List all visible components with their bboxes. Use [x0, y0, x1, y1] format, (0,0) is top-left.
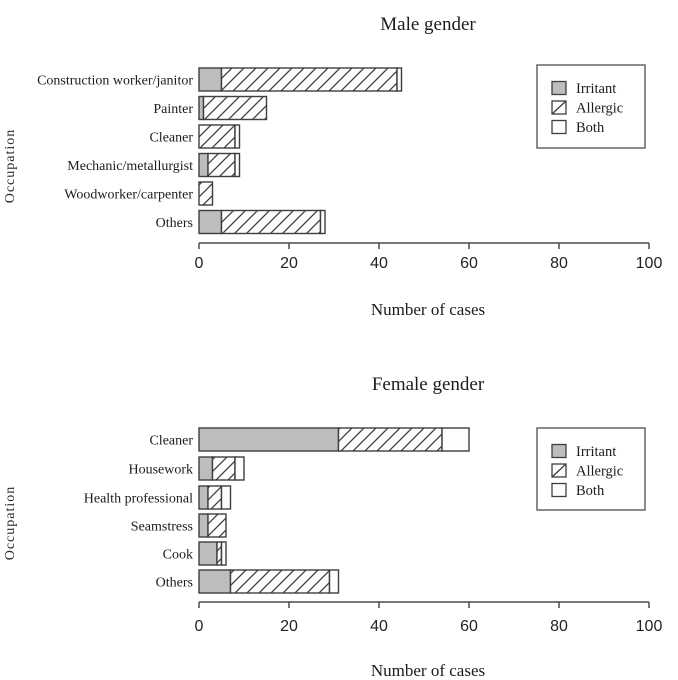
bar-segment-irritant [199, 542, 217, 565]
bar-segment-both [235, 125, 240, 148]
bar-segment-allergic [208, 514, 226, 537]
bar-segment-allergic [204, 97, 267, 120]
bar-segment-irritant [199, 486, 208, 509]
x-axis-tick-label: 20 [280, 255, 298, 272]
bar-segment-allergic [222, 211, 321, 234]
bar-segment-allergic [199, 125, 235, 148]
x-axis-tick-label: 60 [460, 618, 478, 635]
legend-label: Allergic [576, 463, 624, 480]
x-axis-tick-label: 0 [194, 618, 204, 635]
category-label: Painter [153, 102, 193, 117]
bar-segment-both [397, 68, 402, 91]
category-label: Cleaner [149, 130, 193, 146]
category-label: Cook [162, 547, 193, 563]
legend-label: Both [576, 120, 605, 136]
bar-segment-allergic [208, 154, 235, 177]
x-axis-tick-label: 80 [550, 618, 568, 635]
female-y-axis-label: Occupation [3, 485, 18, 561]
bar-segment-irritant [199, 514, 208, 537]
x-axis-tick-label: 40 [370, 618, 388, 635]
x-axis-tick-label: 100 [635, 255, 663, 272]
male-y-axis-label: Occupation [3, 128, 18, 204]
category-label: Others [155, 216, 193, 231]
bar-segment-both [235, 154, 240, 177]
bar-segment-both [235, 457, 244, 480]
male-chart-title: Male gender [380, 14, 476, 35]
legend-swatch-both [552, 484, 566, 497]
bar-segment-irritant [199, 457, 213, 480]
category-label: Others [155, 575, 193, 591]
x-axis-tick-label: 80 [550, 255, 568, 272]
x-axis-tick-label: 20 [280, 618, 298, 635]
x-axis-tick-label: 100 [635, 618, 663, 635]
bar-segment-irritant [199, 428, 339, 451]
bar-segment-both [222, 486, 231, 509]
male-x-axis-label: Number of cases [370, 300, 486, 319]
bar-segment-both [330, 570, 339, 593]
legend-label: Both [576, 483, 605, 499]
legend-swatch-both [552, 121, 566, 134]
category-label: Mechanic/metallurgist [67, 159, 193, 174]
bar-segment-allergic [222, 68, 398, 91]
bar-segment-allergic [199, 182, 213, 205]
legend-label: Irritant [576, 444, 617, 460]
legend-swatch-irritant [552, 445, 566, 458]
category-label: Construction worker/janitor [37, 73, 193, 89]
bar-segment-both [222, 542, 227, 565]
bar-segment-allergic [213, 457, 236, 480]
bar-segment-irritant [199, 68, 222, 91]
bar-segment-irritant [199, 211, 222, 234]
legend-label: Allergic [576, 100, 624, 117]
category-label: Health professional [83, 491, 193, 507]
bar-segment-allergic [208, 486, 222, 509]
category-label: Woodworker/carpenter [64, 187, 193, 203]
male-plot-area [37, 65, 662, 272]
female-plot-area [84, 428, 663, 635]
bar-segment-both [442, 428, 469, 451]
x-axis-tick-label: 40 [370, 255, 388, 272]
female-gender-chart [3, 374, 662, 680]
bar-segment-irritant [199, 570, 231, 593]
x-axis-tick-label: 0 [194, 255, 204, 272]
bar-segment-both [321, 211, 326, 234]
category-label: Seamstress [130, 519, 193, 535]
bar-segment-irritant [199, 154, 208, 177]
female-chart-title: Female gender [371, 374, 485, 395]
bar-segment-allergic [231, 570, 330, 593]
legend-label: Irritant [576, 81, 617, 97]
female-x-axis-label: Number of cases [370, 661, 486, 680]
category-label: Housework [128, 462, 193, 478]
legend-swatch-irritant [552, 82, 566, 95]
male-gender-chart [3, 14, 662, 319]
bar-segment-allergic [339, 428, 443, 451]
x-axis-tick-label: 60 [460, 255, 478, 272]
category-label: Cleaner [149, 433, 193, 449]
